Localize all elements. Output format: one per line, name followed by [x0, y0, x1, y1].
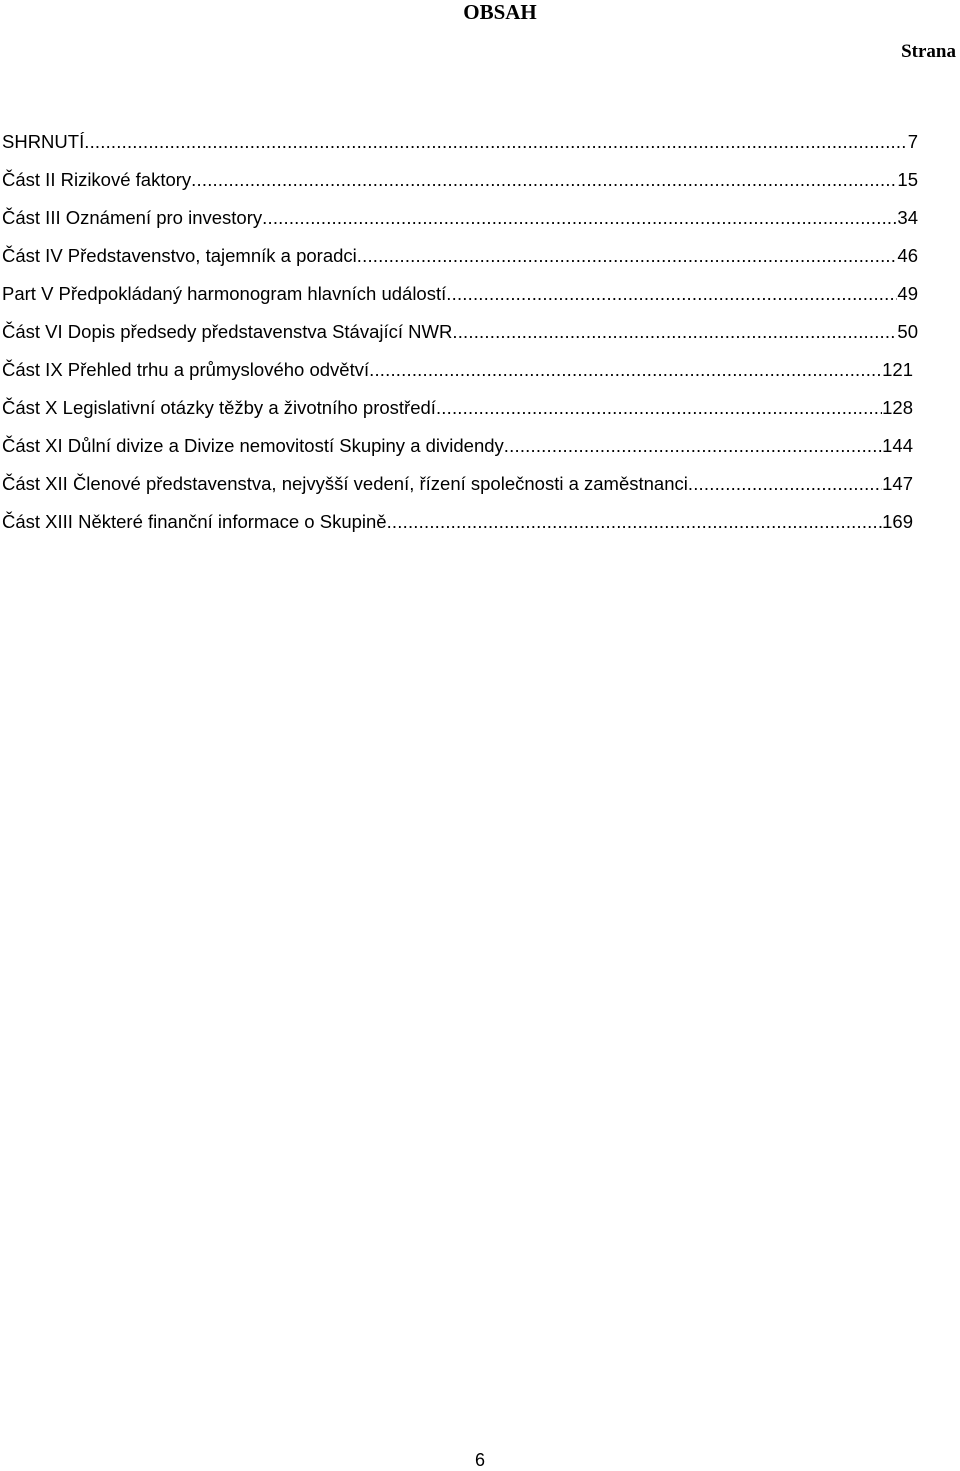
toc-entry-title: SHRNUTÍ	[2, 131, 85, 152]
toc-entry-page: 121	[882, 359, 913, 380]
toc-entry[interactable]	[2, 167, 918, 193]
toc-leader-dots	[357, 243, 898, 269]
toc-leader-dots	[446, 281, 897, 307]
toc-entry[interactable]	[2, 471, 913, 497]
toc-entry-page: 128	[882, 397, 913, 418]
toc-entry[interactable]	[2, 319, 918, 345]
toc-leader-dots	[688, 471, 882, 497]
toc-entry-title: Část XI Důlní divize a Divize nemovitostí Skupiny a dividendy	[2, 435, 504, 456]
toc-entry[interactable]	[2, 281, 918, 307]
toc-entry[interactable]	[2, 433, 913, 459]
toc-entry[interactable]	[2, 129, 918, 155]
toc-entry-title: Část III Oznámení pro investory	[2, 207, 263, 228]
toc-entry-page: 34	[897, 207, 918, 228]
toc-entry-page: 7	[907, 131, 918, 152]
toc-entry-page: 144	[882, 435, 913, 456]
toc-entry-title: Část IV Představenstvo, tajemník a poradci	[2, 245, 357, 266]
page-title: OBSAH	[463, 0, 537, 24]
toc-entry-page: 49	[897, 283, 918, 304]
toc-entry-title: Část XIII Některé finanční informace o Skupině	[2, 511, 387, 532]
toc-entry[interactable]	[2, 243, 918, 269]
toc-entry[interactable]	[2, 509, 913, 535]
toc-leader-dots	[452, 319, 897, 345]
toc-entry-page: 46	[897, 245, 918, 266]
toc-leader-dots	[262, 205, 897, 231]
toc-leader-dots	[387, 509, 883, 535]
toc-entry-title: Část II Rizikové faktory	[2, 169, 192, 190]
toc-entry-title: Část X Legislativní otázky těžby a životního prostředí	[2, 397, 436, 418]
toc-entry-page: 50	[897, 321, 918, 342]
toc-leader-dots	[504, 433, 882, 459]
toc-entry-title: Část XII Členové představenstva, nejvyšší vedení, řízení společnosti a zaměstnanci	[2, 473, 688, 494]
toc-leader-dots	[369, 357, 882, 383]
toc-leader-dots	[436, 395, 882, 421]
toc-leader-dots	[84, 129, 907, 155]
toc-entry-title: Část IX Přehled trhu a průmyslového odvětví	[2, 359, 370, 380]
toc-entry-page: 169	[882, 511, 913, 532]
toc-entry-page: 15	[897, 169, 918, 190]
toc-entry-page: 147	[882, 473, 913, 494]
toc-entry-title: Part V Předpokládaný harmonogram hlavních událostí	[2, 283, 447, 304]
toc-leader-dots	[191, 167, 897, 193]
toc-entry[interactable]	[2, 357, 913, 383]
toc-entry-title: Část VI Dopis předsedy představenstva Stávající NWR	[2, 321, 453, 342]
footer-page-number: 6	[474, 1450, 485, 1470]
page-column-label: Strana	[901, 41, 956, 62]
toc-entry[interactable]	[2, 205, 918, 231]
toc-entry[interactable]	[2, 395, 913, 421]
